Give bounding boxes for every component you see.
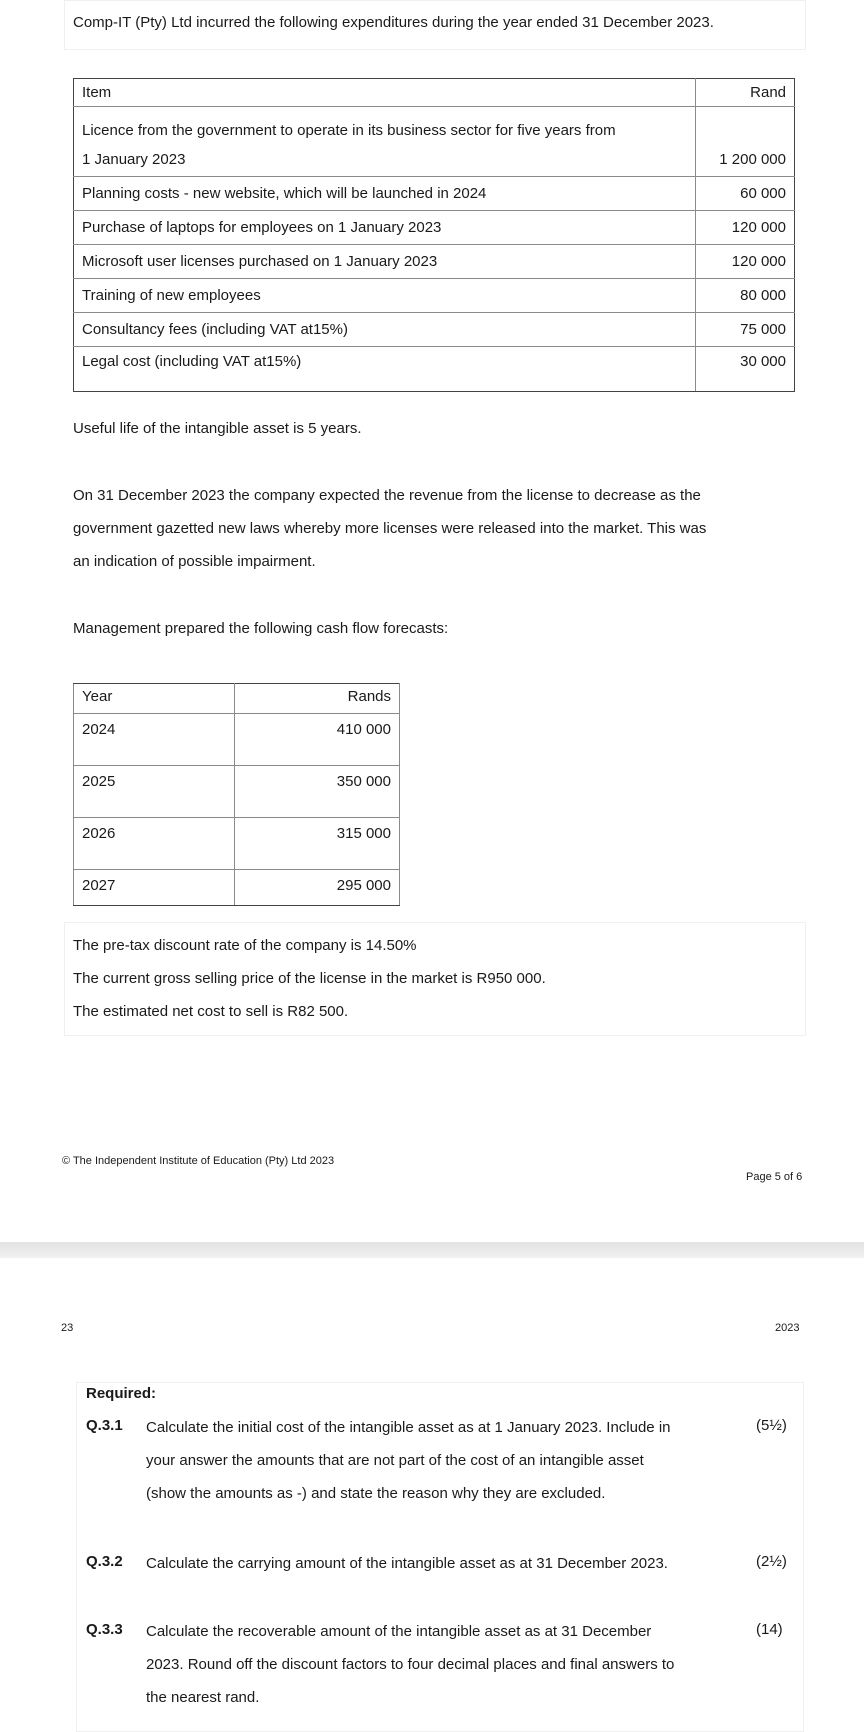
table-row: [74, 714, 400, 766]
table-row: [74, 177, 795, 211]
table-row: [74, 245, 795, 279]
table-row: [74, 766, 400, 818]
header-left-number: 23: [61, 1322, 74, 1334]
item-cell: Legal cost (including VAT at15%): [74, 347, 696, 392]
item-text: Licence from the government to operate in its business sector for five years from: [82, 122, 616, 139]
amount-cell: 30 000: [696, 347, 795, 392]
table-row: [74, 347, 795, 392]
question-marks: (2½): [756, 1553, 787, 1570]
question-text: [146, 1547, 736, 1580]
amount-cell: 60 000: [696, 177, 795, 211]
question-number: Q.3.2: [86, 1553, 123, 1570]
amount-cell: 80 000: [696, 279, 795, 313]
required-heading: Required:: [86, 1385, 157, 1402]
question-line: Calculate the carrying amount of the intangible asset as at 31 December 2023.: [146, 1555, 668, 1572]
amount-cell: 75 000: [696, 313, 795, 347]
question-text: [146, 1615, 736, 1714]
table-row: [74, 818, 400, 870]
cost-to-sell-text: The estimated net cost to sell is R82 500.: [73, 1003, 349, 1020]
question-line: Calculate the recoverable amount of the intangible asset as at 31 December: [146, 1623, 652, 1640]
item-text: 1 January 2023: [82, 151, 186, 168]
discount-rate-text: The pre-tax discount rate of the company is 14.50%: [73, 937, 417, 954]
header-rands: Rands: [235, 684, 400, 714]
amount-cell: 315 000: [235, 818, 400, 870]
table-row: [74, 211, 795, 245]
amount-cell: [696, 107, 795, 144]
year-cell: 2024: [74, 714, 235, 766]
impairment-line-2: government gazetted new laws whereby more licenses were released into the market. This was: [73, 520, 707, 537]
cashflow-table: [73, 683, 400, 906]
intro-text: Comp-IT (Pty) Ltd incurred the following expenditures during the year ended 31 December 2023.: [73, 14, 714, 31]
page-divider: [0, 1242, 864, 1258]
copyright-footer: © The Independent Institute of Education (Pty) Ltd 2023: [62, 1155, 335, 1167]
amount-cell: 410 000: [235, 714, 400, 766]
question-number: Q.3.1: [86, 1417, 123, 1434]
amount-cell: 295 000: [235, 870, 400, 906]
item-cell: Microsoft user licenses purchased on 1 January 2023: [74, 245, 696, 279]
item-cell: Consultancy fees (including VAT at15%): [74, 313, 696, 347]
amount-cell: 120 000: [696, 245, 795, 279]
question-line: Calculate the initial cost of the intangible asset as at 1 January 2023. Include in: [146, 1419, 671, 1436]
table-row: [74, 143, 795, 177]
useful-life-text: Useful life of the intangible asset is 5 years.: [73, 420, 362, 437]
question-text: [146, 1411, 736, 1510]
selling-price-text: The current gross selling price of the license in the market is R950 000.: [73, 970, 546, 987]
item-cell: Planning costs - new website, which will be launched in 2024: [74, 177, 696, 211]
header-rand: Rand: [696, 79, 795, 107]
year-cell: 2025: [74, 766, 235, 818]
year-cell: 2026: [74, 818, 235, 870]
amount-cell: 350 000: [235, 766, 400, 818]
question-line: (show the amounts as -) and state the reason why they are excluded.: [146, 1485, 606, 1502]
question-marks: (14): [756, 1621, 783, 1638]
question-number: Q.3.3: [86, 1621, 123, 1638]
table-row: [74, 107, 795, 144]
item-cell: Purchase of laptops for employees on 1 January 2023: [74, 211, 696, 245]
expenditure-table: [73, 78, 795, 392]
table-row: [74, 313, 795, 347]
question-line: your answer the amounts that are not part of the cost of an intangible asset: [146, 1452, 644, 1469]
table-row: [74, 870, 400, 906]
header-item: Item: [74, 79, 696, 107]
page-number: Page 5 of 6: [746, 1171, 803, 1183]
item-cell: [74, 143, 696, 177]
table-header-row: [74, 684, 400, 714]
table-row: [74, 279, 795, 313]
forecast-intro: Management prepared the following cash flow forecasts:: [73, 620, 449, 637]
impairment-line-1: On 31 December 2023 the company expected the revenue from the license to decrease as the: [73, 487, 701, 504]
question-marks: (5½): [756, 1417, 787, 1434]
header-year: Year: [74, 684, 235, 714]
amount-cell: 120 000: [696, 211, 795, 245]
amount-text: 1 200 000: [719, 151, 786, 168]
year-cell: 2027: [74, 870, 235, 906]
question-line: the nearest rand.: [146, 1689, 260, 1706]
impairment-line-3: an indication of possible impairment.: [73, 553, 316, 570]
question-line: 2023. Round off the discount factors to four decimal places and final answers to: [146, 1656, 675, 1673]
header-right-year: 2023: [775, 1322, 800, 1334]
item-cell: [74, 107, 696, 144]
table-header-row: [74, 79, 795, 107]
item-cell: Training of new employees: [74, 279, 696, 313]
amount-cell: [696, 143, 795, 177]
